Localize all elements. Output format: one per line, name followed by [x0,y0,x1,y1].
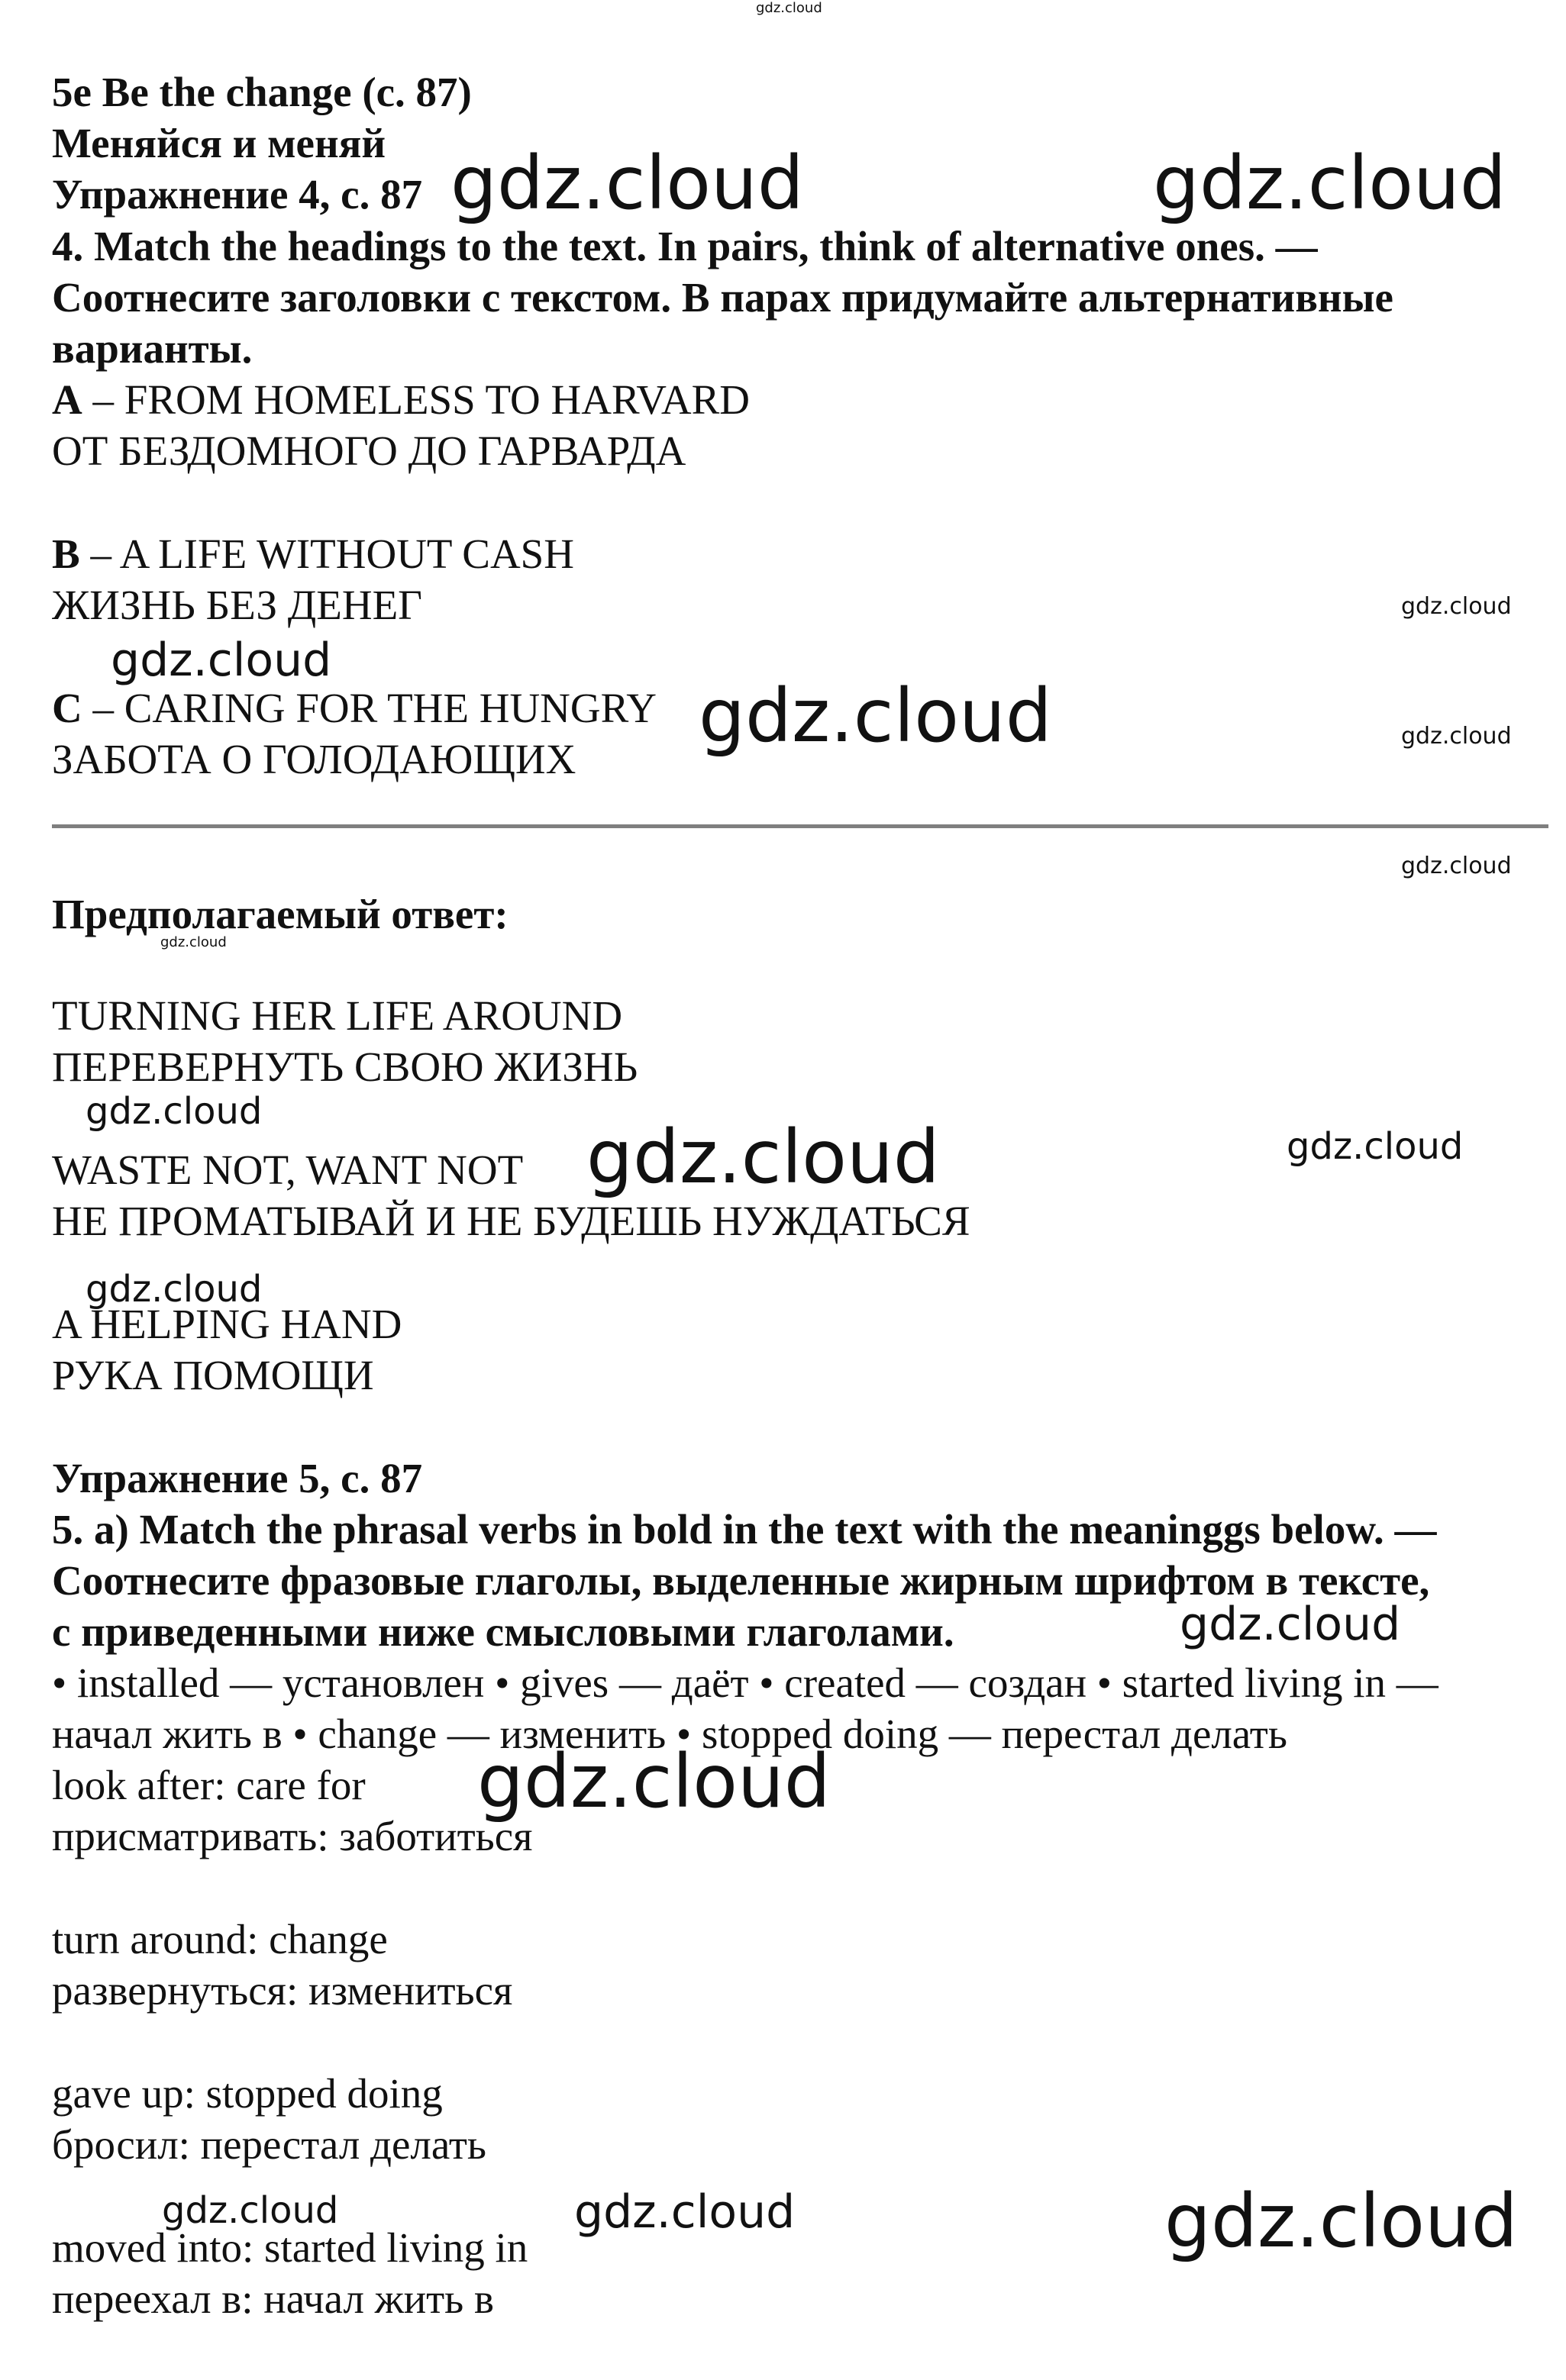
heading-c-en: – CARING FOR THE HUNGRY [82,685,657,731]
watermark-11: gdz.cloud [1287,1125,1464,1168]
exercise4-task-en: 4. Match the headings to the text. In pairs, think of alternative ones. — [52,223,1318,269]
pair-3-ru: бросил: перестал делать [52,2121,486,2168]
pair-2-en: turn around: change [52,1916,388,1962]
watermark-14: gdz.cloud [477,1739,831,1824]
vocab-line-2: начал жить в • change — изменить • stopped doing — перестал делать [52,1711,1287,1757]
watermark-3: gdz.cloud [1401,593,1512,620]
watermark-15: gdz.cloud [162,2189,339,2232]
heading-b-ru: ЖИЗНЬ БЕЗ ДЕНЕГ [52,582,422,628]
pair-4-en: moved into: started living in [52,2224,528,2271]
watermark-10: gdz.cloud [586,1114,940,1200]
watermark-6: gdz.cloud [1401,723,1512,750]
watermark-13: gdz.cloud [1180,1598,1401,1651]
page-title: 5e Be the change (с. 87) [52,69,472,115]
exercise5-reference: Упражнение 5, с. 87 [52,1455,423,1501]
answer-3-en: A HELPING HAND [52,1301,402,1347]
heading-b [52,529,574,579]
watermark-8: gdz.cloud [160,934,227,950]
answer-1-en: TURNING HER LIFE AROUND [52,992,623,1039]
heading-b-en: – A LIFE WITHOUT CASH [79,531,574,577]
pair-1-en: look after: care for [52,1762,366,1808]
watermark-12: gdz.cloud [86,1268,263,1311]
answer-1-ru: ПЕРЕВЕРНУТЬ СВОЮ ЖИЗНЬ [52,1043,638,1090]
pair-2-ru: развернуться: измениться [52,1967,513,2014]
pair-1-ru: присматривать: заботиться [52,1813,533,1859]
exercise5-task-ru-line2: с приведенными ниже смысловыми глаголами. [52,1608,954,1655]
answer-2-en: WASTE NOT, WANT NOT [52,1146,524,1193]
pair-4-ru: переехал в: начал жить в [52,2275,494,2322]
watermark-top: gdz.cloud [756,0,822,16]
answer-3-ru: РУКА ПОМОЩИ [52,1352,374,1398]
vocab-line-1: • installed — установлен • gives — даёт • created — создан • started living in — [52,1659,1438,1706]
exercise4-reference: Упражнение 4, с. 87 [52,171,423,218]
heading-c-ru: ЗАБОТА О ГОЛОДАЮЩИХ [52,736,576,782]
heading-b-letter: B [52,531,80,577]
watermark-17: gdz.cloud [1164,2178,1518,2264]
pair-3-en: gave up: stopped doing [52,2070,443,2117]
watermark-5: gdz.cloud [699,673,1052,759]
heading-a-en: – FROM HOMELESS TO HARVARD [82,376,750,423]
exercise4-task-ru-line1: Соотнесите заголовки с текстом. В парах придумайте альтернативные [52,274,1393,321]
heading-a-ru: ОТ БЕЗДОМНОГО ДО ГАРВАРДА [52,427,686,474]
answer-2-ru: НЕ ПРОМАТЫВАЙ И НЕ БУДЕШЬ НУЖДАТЬСЯ [52,1198,970,1244]
heading-a-letter: A [52,376,82,423]
heading-c [52,683,657,734]
section-divider [52,824,1548,828]
heading-c-letter: C [52,685,82,731]
watermark-7: gdz.cloud [1401,853,1512,879]
exercise5-task-en: 5. a) Match the phrasal verbs in bold in the text with the meaninggs below. — [52,1506,1437,1553]
page-subtitle: Меняйся и меняй [52,120,386,166]
answer-label: Предполагаемый ответ: [52,891,509,937]
watermark-9: gdz.cloud [86,1090,263,1133]
exercise5-task-ru-line1: Соотнесите фразовые глаголы, выделенные жирным шрифтом в тексте, [52,1557,1430,1604]
watermark-1: gdz.cloud [450,140,804,226]
watermark-4: gdz.cloud [111,634,332,687]
heading-a [52,375,750,425]
watermark-16: gdz.cloud [574,2185,796,2239]
watermark-2: gdz.cloud [1153,140,1506,226]
exercise4-task-ru-line2: варианты. [52,325,253,372]
